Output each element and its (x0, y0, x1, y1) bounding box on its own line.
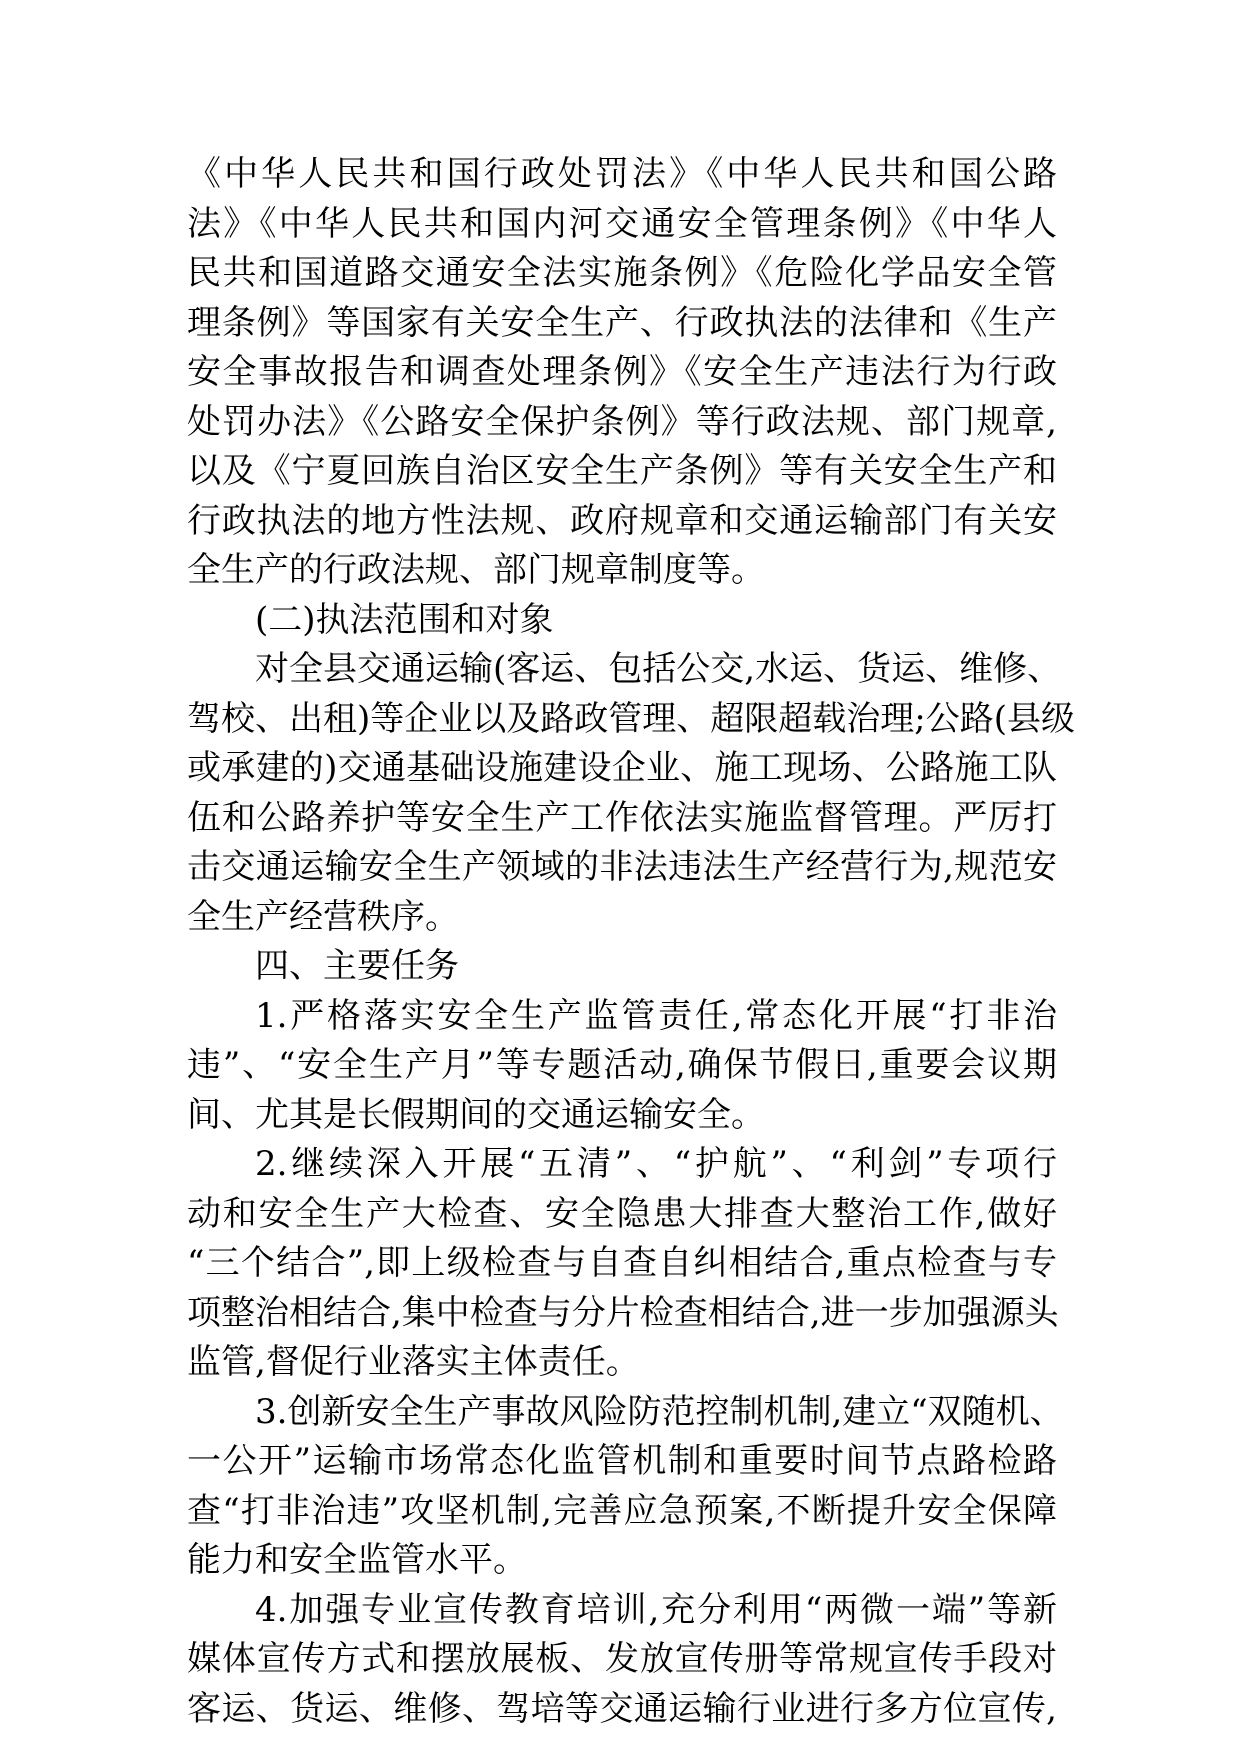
text-line: 动和安全生产大检查、安全隐患大排查大整治工作,做好 (187, 1193, 1057, 1234)
document-page (187, 150, 1075, 1734)
text-line: 违”、“安全生产月”等专题活动,确保节假日,重要会议期 (187, 1045, 1057, 1085)
section-heading-scope (187, 596, 1057, 646)
text-line: 4.加强专业宣传教育培训,充分利用“两微一端”等新 (255, 1589, 1057, 1630)
paragraph-task-2 (187, 1140, 1057, 1388)
text-line: 3.创新安全生产事故风险防范控制机制,建立“双随机、 (255, 1391, 1064, 1432)
text-line: 2.继续深入开展“五清”、“护航”、“利剑”专项行 (255, 1144, 1057, 1184)
paragraph-task-3 (187, 1388, 1064, 1586)
paragraph-task-1 (187, 992, 1057, 1141)
text-line: 或承建的)交通基础设施建设企业、施工现场、公路施工队 (187, 748, 1057, 788)
text-line: 间、尤其是长假期间的交通运输安全。 (187, 1094, 765, 1135)
text-line: 客运、货运、维修、驾培等交通运输行业进行多方位宣传, (187, 1688, 1057, 1729)
text-line: 击交通运输安全生产领域的非法违法生产经营行为,规范安 (187, 847, 1057, 887)
text-line: 四、主要任务 (255, 946, 459, 986)
text-line: 《中华人民共和国行政处罚法》《中华人民共和国公路 (187, 154, 1057, 194)
paragraph-scope-body (187, 645, 1075, 942)
text-line: 安全事故报告和调查处理条例》《安全生产违法行为行政 (187, 352, 1057, 392)
text-line: 法》《中华人民共和国内河交通安全管理条例》《中华人 (187, 203, 1057, 244)
text-line: 理条例》等国家有关安全生产、行政执法的法律和《生产 (187, 302, 1057, 343)
text-line: 处罚办法》《公路安全保护条例》等行政法规、部门规章, (187, 401, 1057, 442)
text-line: 能力和安全监管水平。 (187, 1540, 527, 1580)
section-heading-tasks (187, 942, 1057, 992)
text-line: 全生产的行政法规、部门规章制度等。 (187, 550, 765, 590)
text-line: 行政执法的地方性法规、政府规章和交通运输部门有关安 (187, 500, 1057, 541)
text-line: 对全县交通运输(客运、包括公交,水运、货运、维修、 (255, 649, 1062, 689)
text-line: 项整治相结合,集中检查与分片检查相结合,进一步加强源头 (187, 1292, 1059, 1333)
paragraph-laws-list (187, 150, 1057, 596)
text-line: 1.严格落实安全生产监管责任,常态化开展“打非治 (255, 995, 1057, 1036)
text-line: (二)执法范围和对象 (255, 599, 554, 640)
text-line: 民共和国道路交通安全法实施条例》《危险化学品安全管 (187, 253, 1057, 293)
text-line: 全生产经营秩序。 (187, 896, 459, 937)
text-line: “三个结合”,即上级检查与自查自纠相结合,重点检查与专 (187, 1243, 1057, 1283)
text-line: 以及《宁夏回族自治区安全生产条例》等有关安全生产和 (187, 451, 1057, 491)
text-line: 媒体宣传方式和摆放展板、发放宣传册等常规宣传手段对 (187, 1639, 1057, 1679)
paragraph-task-4 (187, 1586, 1057, 1735)
text-line: 伍和公路养护等安全生产工作依法实施监督管理。严厉打 (187, 797, 1057, 838)
text-line: 驾校、出租)等企业以及路政管理、超限超载治理;公路(县级 (187, 698, 1075, 739)
text-line: 查“打非治违”攻坚机制,完善应急预案,不断提升安全保障 (187, 1490, 1057, 1531)
text-line: 监管,督促行业落实主体责任。 (187, 1342, 640, 1382)
text-line: 一公开”运输市场常态化监管机制和重要时间节点路检路 (187, 1441, 1057, 1481)
